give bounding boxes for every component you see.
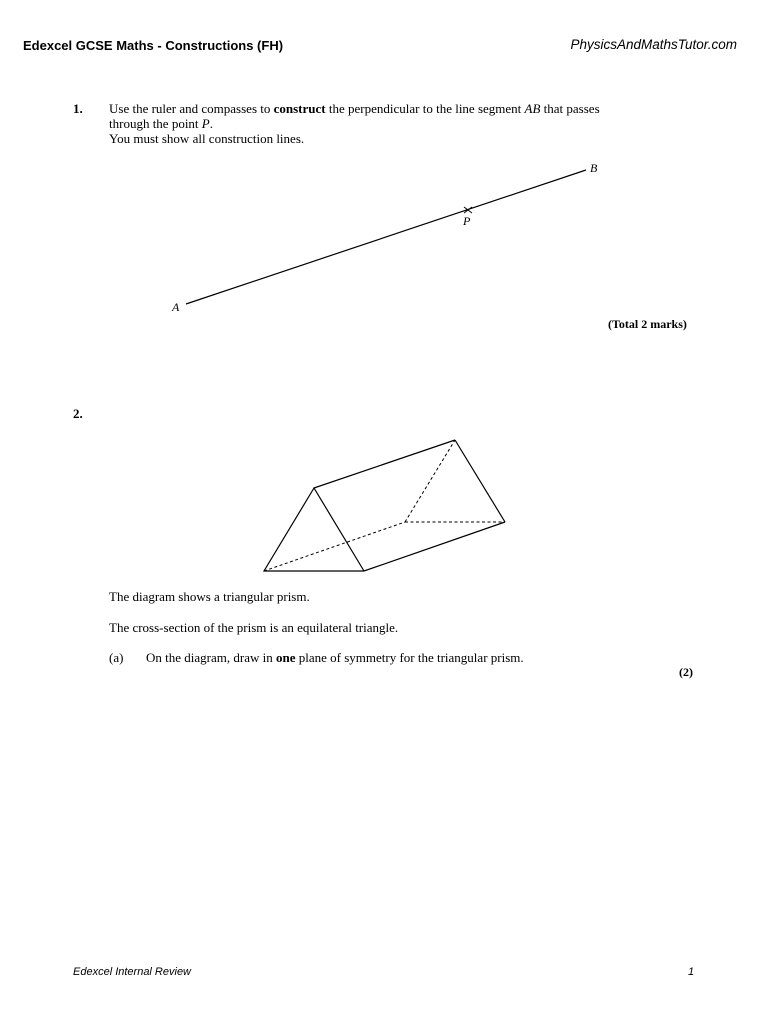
prism-front-face [264, 488, 364, 571]
question-2-paragraph-2: The cross-section of the prism is an equilateral triangle. [109, 620, 399, 635]
part-a-text-part: plane of symmetry for the triangular prism. [295, 650, 524, 665]
question-1-line-3: You must show all construction lines. [109, 131, 305, 146]
footer-text: Edexcel Internal Review [73, 966, 192, 978]
prism-back-right-edge [455, 440, 505, 522]
part-a-text-part: On the diagram, draw in [146, 650, 276, 665]
question-2-paragraph-1: The diagram shows a triangular prism. [109, 589, 310, 604]
q1-point-name: P [201, 116, 210, 131]
triangular-prism [264, 440, 505, 571]
q1-text-part: the perpendicular to the line segment [325, 101, 525, 116]
q1-text-part: that passes [540, 101, 600, 116]
q1-text-part: Use the ruler and compasses to [109, 101, 274, 116]
segment-ab [186, 170, 586, 304]
question-2-number: 2. [73, 406, 83, 421]
part-a-bold-word: one [275, 650, 296, 665]
prism-top-edge [314, 440, 455, 488]
q1-bold-word: construct [273, 101, 326, 116]
site-name: PhysicsAndMathsTutor.com [570, 37, 737, 52]
label-b: B [590, 161, 598, 175]
page-number: 1 [688, 966, 695, 978]
question-1-marks: (Total 2 marks) [608, 317, 687, 331]
label-p: P [463, 214, 471, 228]
part-a-text [146, 650, 524, 666]
label-a: A [172, 300, 180, 314]
q1-segment-name: AB [524, 101, 541, 116]
q1-text-part: . [209, 116, 213, 131]
q1-text-part: through the point [109, 116, 202, 131]
part-a-label: (a) [109, 650, 124, 665]
prism-hidden-back-left-edge [405, 440, 455, 522]
question-1-number: 1. [73, 101, 83, 116]
part-a-marks: (2) [679, 665, 693, 679]
document-title: Edexcel GCSE Maths - Constructions (FH) [23, 38, 284, 53]
prism-hidden-edges [264, 440, 505, 571]
